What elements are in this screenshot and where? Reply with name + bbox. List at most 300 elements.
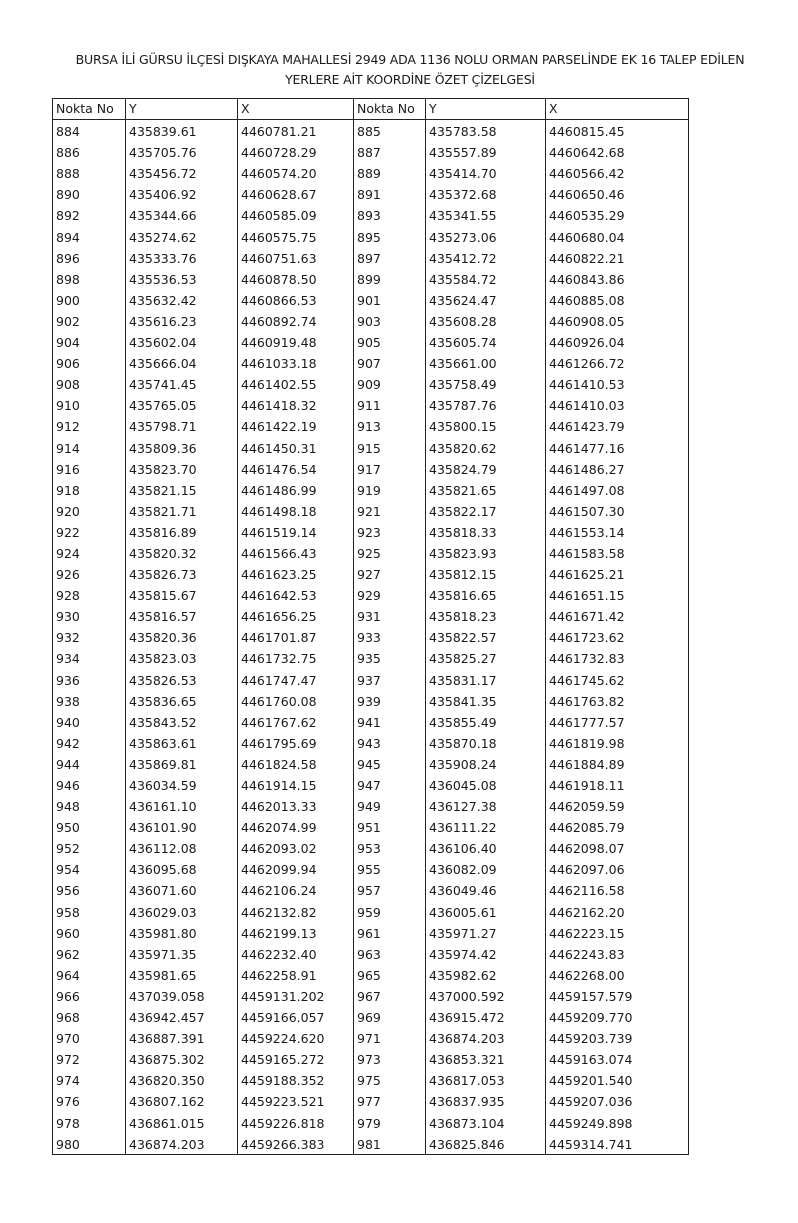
cell-x-left: 4461422.19 (238, 415, 354, 436)
table-row (53, 879, 689, 900)
cell-point-no-right: 921 (354, 500, 426, 521)
cell-y-right: 435584.72 (426, 268, 546, 289)
table-row (53, 858, 689, 879)
cell-y-left: 435820.36 (126, 626, 238, 647)
table-row (53, 310, 689, 331)
cell-y-left: 436861.015 (126, 1111, 238, 1132)
cell-x-right: 4459163.074 (546, 1048, 689, 1069)
cell-x-right: 4462059.59 (546, 795, 689, 816)
cell-y-left: 435456.72 (126, 162, 238, 183)
cell-x-left: 4462258.91 (238, 964, 354, 985)
cell-y-right: 435824.79 (426, 458, 546, 479)
cell-point-no-left: 916 (53, 458, 126, 479)
cell-y-left: 435815.67 (126, 584, 238, 605)
cell-y-right: 436825.846 (426, 1133, 546, 1155)
cell-x-left: 4461033.18 (238, 352, 354, 373)
table-row (53, 183, 689, 204)
cell-y-right: 435820.62 (426, 436, 546, 457)
cell-y-left: 436101.90 (126, 816, 238, 837)
cell-point-no-right: 937 (354, 668, 426, 689)
cell-x-left: 4460585.09 (238, 204, 354, 225)
cell-point-no-right: 945 (354, 753, 426, 774)
table-row (53, 1006, 689, 1027)
cell-point-no-left: 978 (53, 1111, 126, 1132)
table-row (53, 900, 689, 921)
cell-x-right: 4459209.770 (546, 1006, 689, 1027)
cell-y-left: 435809.36 (126, 436, 238, 457)
cell-point-no-right: 907 (354, 352, 426, 373)
cell-point-no-right: 927 (354, 563, 426, 584)
table-row (53, 373, 689, 394)
cell-y-left: 435863.61 (126, 732, 238, 753)
cell-y-right: 435812.15 (426, 563, 546, 584)
cell-y-left: 435981.65 (126, 964, 238, 985)
cell-y-right: 436049.46 (426, 879, 546, 900)
cell-point-no-right: 889 (354, 162, 426, 183)
cell-y-right: 436853.321 (426, 1048, 546, 1069)
cell-point-no-left: 914 (53, 436, 126, 457)
cell-y-left: 435971.35 (126, 943, 238, 964)
table-row (53, 943, 689, 964)
cell-point-no-right: 947 (354, 774, 426, 795)
cell-point-no-right: 961 (354, 922, 426, 943)
cell-x-right: 4460908.05 (546, 310, 689, 331)
cell-x-left: 4461519.14 (238, 521, 354, 542)
cell-point-no-right: 969 (354, 1006, 426, 1027)
cell-x-left: 4459223.521 (238, 1090, 354, 1111)
cell-point-no-left: 960 (53, 922, 126, 943)
cell-x-left: 4461824.58 (238, 753, 354, 774)
cell-x-right: 4461763.82 (546, 690, 689, 711)
cell-x-left: 4462132.82 (238, 900, 354, 921)
table-row (53, 753, 689, 774)
cell-point-no-right: 933 (354, 626, 426, 647)
cell-point-no-left: 924 (53, 542, 126, 563)
table-row (53, 225, 689, 246)
cell-x-left: 4461476.54 (238, 458, 354, 479)
cell-x-left: 4462232.40 (238, 943, 354, 964)
cell-y-right: 436045.08 (426, 774, 546, 795)
cell-x-left: 4461701.87 (238, 626, 354, 647)
cell-x-right: 4461553.14 (546, 521, 689, 542)
cell-point-no-right: 905 (354, 331, 426, 352)
table-row (53, 1069, 689, 1090)
cell-point-no-right: 975 (354, 1069, 426, 1090)
table-row (53, 563, 689, 584)
table-row (53, 964, 689, 985)
cell-y-left: 435632.42 (126, 289, 238, 310)
cell-y-left: 435602.04 (126, 331, 238, 352)
cell-y-right: 435816.65 (426, 584, 546, 605)
cell-x-right: 4461918.11 (546, 774, 689, 795)
table-row (53, 985, 689, 1006)
cell-point-no-right: 943 (354, 732, 426, 753)
cell-x-right: 4460650.46 (546, 183, 689, 204)
cell-x-right: 4461423.79 (546, 415, 689, 436)
cell-x-right: 4461723.62 (546, 626, 689, 647)
header-x-left: X (238, 99, 354, 120)
table-row (53, 436, 689, 457)
cell-y-left: 435839.61 (126, 120, 238, 142)
cell-y-right: 435557.89 (426, 141, 546, 162)
cell-y-right: 435974.42 (426, 943, 546, 964)
cell-y-right: 435821.65 (426, 479, 546, 500)
cell-y-right: 435341.55 (426, 204, 546, 225)
cell-y-left: 435826.73 (126, 563, 238, 584)
cell-y-right: 435372.68 (426, 183, 546, 204)
cell-x-left: 4459224.620 (238, 1027, 354, 1048)
cell-point-no-right: 919 (354, 479, 426, 500)
table-row (53, 1090, 689, 1111)
cell-x-right: 4460843.86 (546, 268, 689, 289)
table-header (53, 99, 689, 120)
cell-y-right: 435855.49 (426, 711, 546, 732)
cell-point-no-left: 904 (53, 331, 126, 352)
cell-point-no-right: 891 (354, 183, 426, 204)
cell-y-right: 435414.70 (426, 162, 546, 183)
cell-x-left: 4461747.47 (238, 668, 354, 689)
cell-point-no-right: 955 (354, 858, 426, 879)
cell-point-no-right: 963 (354, 943, 426, 964)
cell-x-right: 4462097.06 (546, 858, 689, 879)
cell-y-right: 435758.49 (426, 373, 546, 394)
cell-point-no-left: 928 (53, 584, 126, 605)
cell-y-left: 435705.76 (126, 141, 238, 162)
cell-x-right: 4460926.04 (546, 331, 689, 352)
cell-point-no-left: 980 (53, 1133, 126, 1155)
cell-y-left: 436029.03 (126, 900, 238, 921)
cell-y-right: 436915.472 (426, 1006, 546, 1027)
table-row (53, 500, 689, 521)
table-row (53, 732, 689, 753)
cell-x-left: 4462099.94 (238, 858, 354, 879)
cell-point-no-left: 912 (53, 415, 126, 436)
table-row (53, 415, 689, 436)
cell-point-no-left: 908 (53, 373, 126, 394)
cell-x-left: 4461656.25 (238, 605, 354, 626)
cell-x-right: 4461583.58 (546, 542, 689, 563)
cell-y-right: 436873.104 (426, 1111, 546, 1132)
cell-x-right: 4462243.83 (546, 943, 689, 964)
header-y-left: Y (126, 99, 238, 120)
cell-x-right: 4461497.08 (546, 479, 689, 500)
cell-point-no-left: 894 (53, 225, 126, 246)
table-row (53, 690, 689, 711)
cell-point-no-right: 973 (354, 1048, 426, 1069)
cell-y-right: 435818.33 (426, 521, 546, 542)
cell-x-left: 4462106.24 (238, 879, 354, 900)
cell-x-right: 4461486.27 (546, 458, 689, 479)
header-row (53, 99, 689, 120)
cell-y-left: 437039.058 (126, 985, 238, 1006)
cell-point-no-left: 974 (53, 1069, 126, 1090)
cell-y-left: 435820.32 (126, 542, 238, 563)
cell-x-right: 4460815.45 (546, 120, 689, 142)
cell-y-right: 435608.28 (426, 310, 546, 331)
cell-point-no-left: 926 (53, 563, 126, 584)
table-row (53, 626, 689, 647)
cell-x-left: 4461795.69 (238, 732, 354, 753)
cell-x-left: 4461732.75 (238, 647, 354, 668)
header-y-right: Y (426, 99, 546, 120)
cell-point-no-left: 976 (53, 1090, 126, 1111)
cell-x-right: 4460822.21 (546, 247, 689, 268)
cell-y-left: 435843.52 (126, 711, 238, 732)
cell-x-right: 4459157.579 (546, 985, 689, 1006)
cell-x-left: 4460781.21 (238, 120, 354, 142)
cell-x-right: 4462085.79 (546, 816, 689, 837)
cell-point-no-right: 887 (354, 141, 426, 162)
cell-y-right: 436106.40 (426, 837, 546, 858)
cell-y-left: 435798.71 (126, 415, 238, 436)
cell-point-no-right: 909 (354, 373, 426, 394)
cell-y-right: 435982.62 (426, 964, 546, 985)
table-row (53, 795, 689, 816)
table-row (53, 247, 689, 268)
cell-point-no-left: 900 (53, 289, 126, 310)
cell-x-left: 4459188.352 (238, 1069, 354, 1090)
cell-y-right: 436111.22 (426, 816, 546, 837)
cell-y-left: 435821.15 (126, 479, 238, 500)
cell-y-right: 435787.76 (426, 394, 546, 415)
cell-x-left: 4462093.02 (238, 837, 354, 858)
table-row (53, 289, 689, 310)
cell-y-left: 436887.391 (126, 1027, 238, 1048)
cell-x-right: 4461477.16 (546, 436, 689, 457)
cell-point-no-left: 922 (53, 521, 126, 542)
cell-point-no-left: 898 (53, 268, 126, 289)
cell-x-left: 4461623.25 (238, 563, 354, 584)
cell-y-left: 436807.162 (126, 1090, 238, 1111)
table-row (53, 668, 689, 689)
cell-x-right: 4462116.58 (546, 879, 689, 900)
cell-y-left: 435666.04 (126, 352, 238, 373)
cell-y-left: 436071.60 (126, 879, 238, 900)
table-row (53, 922, 689, 943)
header-point-no-left: Nokta No (53, 99, 126, 120)
cell-y-left: 436161.10 (126, 795, 238, 816)
cell-y-right: 435971.27 (426, 922, 546, 943)
cell-y-left: 435333.76 (126, 247, 238, 268)
cell-point-no-right: 903 (354, 310, 426, 331)
cell-x-left: 4461767.62 (238, 711, 354, 732)
cell-y-right: 435822.17 (426, 500, 546, 521)
table-row (53, 141, 689, 162)
cell-point-no-left: 902 (53, 310, 126, 331)
cell-point-no-right: 917 (354, 458, 426, 479)
cell-x-left: 4461402.55 (238, 373, 354, 394)
cell-point-no-right: 949 (354, 795, 426, 816)
table-row (53, 711, 689, 732)
cell-point-no-right: 979 (354, 1111, 426, 1132)
cell-x-left: 4459165.272 (238, 1048, 354, 1069)
table-row (53, 268, 689, 289)
cell-x-left: 4462013.33 (238, 795, 354, 816)
cell-point-no-left: 932 (53, 626, 126, 647)
cell-y-right: 436837.935 (426, 1090, 546, 1111)
cell-y-left: 435536.53 (126, 268, 238, 289)
cell-y-left: 435816.57 (126, 605, 238, 626)
cell-x-left: 4461498.18 (238, 500, 354, 521)
cell-x-right: 4461410.03 (546, 394, 689, 415)
cell-point-no-left: 968 (53, 1006, 126, 1027)
table-row (53, 774, 689, 795)
cell-x-left: 4462199.13 (238, 922, 354, 943)
cell-x-right: 4461410.53 (546, 373, 689, 394)
cell-point-no-right: 911 (354, 394, 426, 415)
cell-point-no-left: 918 (53, 479, 126, 500)
cell-y-right: 435908.24 (426, 753, 546, 774)
cell-x-right: 4460642.68 (546, 141, 689, 162)
table-row (53, 1133, 689, 1155)
cell-point-no-right: 895 (354, 225, 426, 246)
cell-y-right: 436005.61 (426, 900, 546, 921)
cell-x-left: 4459131.202 (238, 985, 354, 1006)
cell-point-no-left: 896 (53, 247, 126, 268)
cell-x-left: 4460575.75 (238, 225, 354, 246)
table-row (53, 331, 689, 352)
cell-y-left: 435869.81 (126, 753, 238, 774)
cell-y-right: 435783.58 (426, 120, 546, 142)
cell-y-left: 435816.89 (126, 521, 238, 542)
cell-y-left: 435823.03 (126, 647, 238, 668)
cell-x-left: 4461760.08 (238, 690, 354, 711)
table-row (53, 204, 689, 225)
cell-point-no-left: 884 (53, 120, 126, 142)
cell-x-right: 4459314.741 (546, 1133, 689, 1155)
cell-x-left: 4461450.31 (238, 436, 354, 457)
cell-point-no-right: 901 (354, 289, 426, 310)
cell-x-right: 4462268.00 (546, 964, 689, 985)
cell-x-left: 4460919.48 (238, 331, 354, 352)
cell-y-left: 436112.08 (126, 837, 238, 858)
cell-point-no-left: 892 (53, 204, 126, 225)
cell-point-no-left: 956 (53, 879, 126, 900)
table-row (53, 521, 689, 542)
cell-point-no-left: 906 (53, 352, 126, 373)
table-row (53, 1111, 689, 1132)
cell-point-no-left: 954 (53, 858, 126, 879)
cell-point-no-right: 977 (354, 1090, 426, 1111)
cell-y-left: 435836.65 (126, 690, 238, 711)
cell-x-right: 4459203.739 (546, 1027, 689, 1048)
cell-x-left: 4460866.53 (238, 289, 354, 310)
cell-x-left: 4460628.67 (238, 183, 354, 204)
cell-x-left: 4461566.43 (238, 542, 354, 563)
table-row (53, 162, 689, 183)
cell-y-right: 436127.38 (426, 795, 546, 816)
cell-x-right: 4459201.540 (546, 1069, 689, 1090)
cell-point-no-right: 953 (354, 837, 426, 858)
cell-x-right: 4459249.898 (546, 1111, 689, 1132)
cell-x-right: 4461819.98 (546, 732, 689, 753)
table-row (53, 458, 689, 479)
header-point-no-right: Nokta No (354, 99, 426, 120)
cell-point-no-left: 962 (53, 943, 126, 964)
cell-x-left: 4459266.383 (238, 1133, 354, 1155)
cell-x-left: 4460574.20 (238, 162, 354, 183)
cell-point-no-left: 934 (53, 647, 126, 668)
cell-y-right: 437000.592 (426, 985, 546, 1006)
cell-point-no-right: 929 (354, 584, 426, 605)
cell-x-left: 4461418.32 (238, 394, 354, 415)
cell-point-no-right: 899 (354, 268, 426, 289)
cell-point-no-right: 951 (354, 816, 426, 837)
cell-point-no-left: 910 (53, 394, 126, 415)
cell-x-right: 4461625.21 (546, 563, 689, 584)
cell-point-no-left: 948 (53, 795, 126, 816)
cell-point-no-right: 971 (354, 1027, 426, 1048)
cell-x-right: 4462162.20 (546, 900, 689, 921)
cell-point-no-right: 957 (354, 879, 426, 900)
cell-point-no-right: 965 (354, 964, 426, 985)
cell-y-left: 435616.23 (126, 310, 238, 331)
cell-point-no-right: 939 (354, 690, 426, 711)
table-row (53, 542, 689, 563)
cell-y-right: 435831.17 (426, 668, 546, 689)
cell-y-left: 435826.53 (126, 668, 238, 689)
cell-x-right: 4461884.89 (546, 753, 689, 774)
table-row (53, 479, 689, 500)
title-line-2: YERLERE AİT KOORDİNE ÖZET ÇİZELGESİ (285, 72, 535, 87)
cell-point-no-right: 893 (354, 204, 426, 225)
cell-point-no-right: 935 (354, 647, 426, 668)
cell-y-right: 435624.47 (426, 289, 546, 310)
table-row (53, 120, 689, 142)
table-row (53, 816, 689, 837)
cell-point-no-left: 950 (53, 816, 126, 837)
cell-x-right: 4460535.29 (546, 204, 689, 225)
cell-x-left: 4461914.15 (238, 774, 354, 795)
document-title (40, 50, 780, 90)
table-row (53, 394, 689, 415)
cell-point-no-left: 890 (53, 183, 126, 204)
cell-x-right: 4461777.57 (546, 711, 689, 732)
cell-point-no-right: 915 (354, 436, 426, 457)
cell-x-right: 4461671.42 (546, 605, 689, 626)
cell-point-no-left: 920 (53, 500, 126, 521)
cell-y-left: 436942.457 (126, 1006, 238, 1027)
cell-y-right: 435818.23 (426, 605, 546, 626)
cell-point-no-left: 972 (53, 1048, 126, 1069)
cell-x-left: 4461486.99 (238, 479, 354, 500)
cell-y-left: 435406.92 (126, 183, 238, 204)
cell-point-no-right: 959 (354, 900, 426, 921)
cell-y-left: 435741.45 (126, 373, 238, 394)
header-x-right: X (546, 99, 689, 120)
cell-point-no-right: 897 (354, 247, 426, 268)
cell-x-left: 4460892.74 (238, 310, 354, 331)
cell-x-left: 4461642.53 (238, 584, 354, 605)
cell-point-no-left: 930 (53, 605, 126, 626)
cell-y-left: 436034.59 (126, 774, 238, 795)
cell-x-right: 4460566.42 (546, 162, 689, 183)
table-row (53, 647, 689, 668)
cell-point-no-left: 958 (53, 900, 126, 921)
cell-point-no-left: 936 (53, 668, 126, 689)
coordinate-table (52, 98, 689, 1155)
cell-y-right: 436817.053 (426, 1069, 546, 1090)
cell-x-right: 4461507.30 (546, 500, 689, 521)
cell-y-left: 435344.66 (126, 204, 238, 225)
cell-y-left: 436875.302 (126, 1048, 238, 1069)
cell-x-right: 4461732.83 (546, 647, 689, 668)
cell-y-left: 435823.70 (126, 458, 238, 479)
table-row (53, 584, 689, 605)
cell-x-right: 4461266.72 (546, 352, 689, 373)
cell-x-left: 4462074.99 (238, 816, 354, 837)
cell-y-left: 436820.350 (126, 1069, 238, 1090)
